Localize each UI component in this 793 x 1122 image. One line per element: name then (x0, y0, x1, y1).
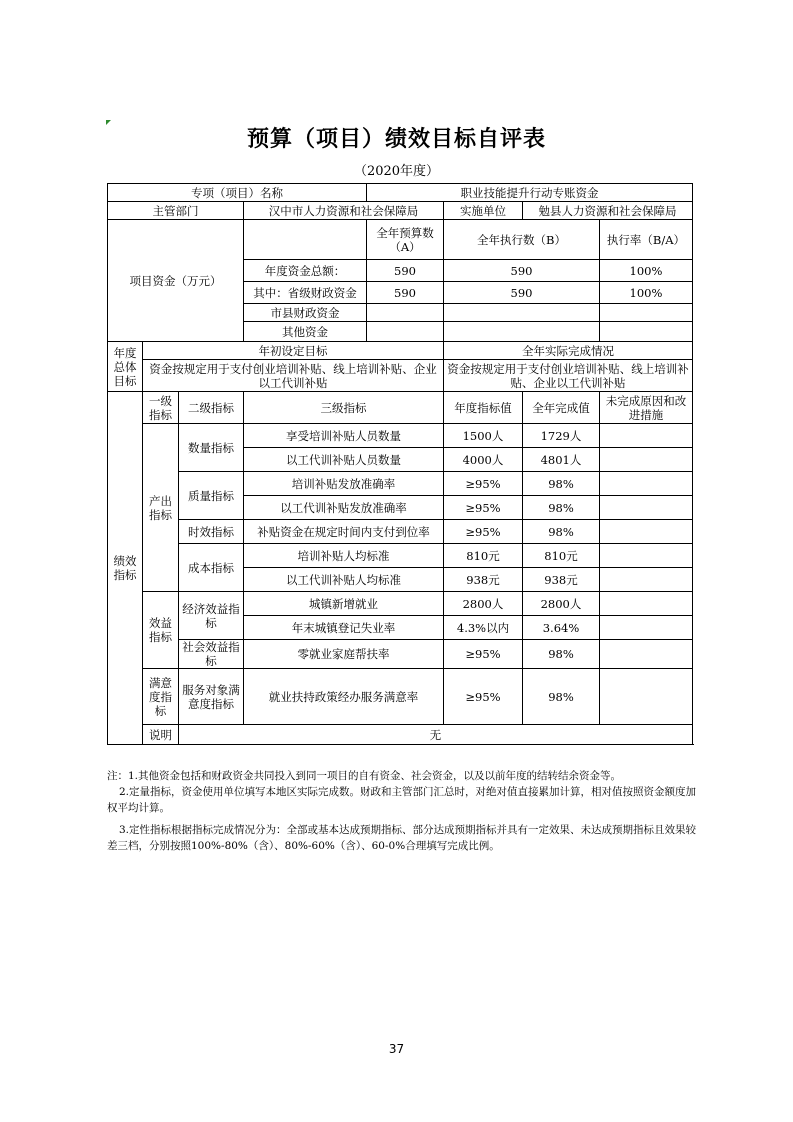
remarks-value: 无 (179, 725, 693, 745)
indicator-target: 2800人 (444, 592, 523, 616)
indicator-target: 938元 (444, 568, 523, 592)
indicator-target: ≥95% (444, 496, 523, 520)
indicator-reason (600, 472, 693, 496)
initial-goal-text: 资金按规定用于支付创业培训补贴、线上培训补贴、企业以工代训补贴 (143, 360, 444, 392)
indicator-done: 98% (523, 669, 600, 725)
quality-indicator-label: 质量指标 (179, 472, 244, 520)
fund-row-budget (367, 304, 444, 322)
indicator-target: ≥95% (444, 669, 523, 725)
indicator-name: 就业扶持政策经办服务满意率 (244, 669, 444, 725)
col-target: 年度指标值 (444, 392, 523, 424)
fund-row-rate (600, 322, 693, 342)
fund-row-budget (367, 322, 444, 342)
indicator-name: 零就业家庭帮扶率 (244, 640, 444, 669)
indicator-done: 98% (523, 472, 600, 496)
funds-label: 项目资金（万元） (108, 220, 244, 342)
indicator-name: 以工代训补贴人员数量 (244, 448, 444, 472)
col-rate: 执行率（B/A） (600, 220, 693, 260)
indicator-reason (600, 640, 693, 669)
indicator-reason (600, 592, 693, 616)
indicator-name: 以工代训补贴人均标准 (244, 568, 444, 592)
unit-value: 勉县人力资源和社会保障局 (523, 202, 693, 220)
indicator-target: ≥95% (444, 472, 523, 496)
benefit-indicator-label: 效益指标 (143, 592, 179, 669)
dept-value: 汉中市人力资源和社会保障局 (244, 202, 444, 220)
indicator-done: 98% (523, 520, 600, 544)
fund-row-rate: 100% (600, 260, 693, 282)
indicator-done: 4801人 (523, 448, 600, 472)
col-level1: 一级指标 (143, 392, 179, 424)
indicator-reason (600, 424, 693, 448)
col-exec: 全年执行数（B） (444, 220, 600, 260)
indicator-target: 4.3%以内 (444, 616, 523, 640)
fund-row-exec: 590 (444, 260, 600, 282)
evaluation-table (107, 183, 693, 745)
indicator-reason (600, 669, 693, 725)
remarks-label: 说明 (143, 725, 179, 745)
fund-row-name: 市县财政资金 (244, 304, 367, 322)
service-indicator-label: 服务对象满意度指标 (179, 669, 244, 725)
footnote: 2.定量指标，资金使用单位填写本地区实际完成数。财政和主管部门汇总时，对绝对值直接累加计算，相对值按照资金额度加权平均计算。 (107, 786, 697, 814)
indicator-done: 98% (523, 496, 600, 520)
fund-row-rate (600, 304, 693, 322)
indicator-name: 年末城镇登记失业率 (244, 616, 444, 640)
indicator-done: 3.64% (523, 616, 600, 640)
indicator-done: 1729人 (523, 424, 600, 448)
indicator-target: ≥95% (444, 520, 523, 544)
footnotes (107, 768, 697, 854)
indicator-reason (600, 520, 693, 544)
col-reason: 未完成原因和改进措施 (600, 392, 693, 424)
col-done: 全年完成值 (523, 392, 600, 424)
indicator-name: 以工代训补贴发放准确率 (244, 496, 444, 520)
economic-indicator-label: 经济效益指标 (179, 592, 244, 640)
indicator-reason (600, 496, 693, 520)
indicator-done: 2800人 (523, 592, 600, 616)
indicator-reason (600, 448, 693, 472)
col-level2: 二级指标 (179, 392, 244, 424)
project-name-label: 专项（项目）名称 (108, 184, 367, 202)
indicator-name: 培训补贴人均标准 (244, 544, 444, 568)
goals-label: 年度总体目标 (108, 342, 143, 392)
col-budget: 全年预算数（A） (367, 220, 444, 260)
fund-row-budget: 590 (367, 282, 444, 304)
output-indicator-label: 产出指标 (143, 424, 179, 592)
initial-goal-label: 年初设定目标 (143, 342, 444, 360)
page-number: 37 (388, 1042, 405, 1056)
indicator-name: 补贴资金在规定时间内支付到位率 (244, 520, 444, 544)
social-indicator-label: 社会效益指标 (179, 640, 244, 669)
indicator-reason (600, 568, 693, 592)
satisfaction-indicator-label: 满意度指标 (143, 669, 179, 725)
indicator-target: 810元 (444, 544, 523, 568)
indicator-done: 810元 (523, 544, 600, 568)
col-level3: 三级指标 (244, 392, 444, 424)
footnote: 注：1.其他资金包括和财政资金共同投入到同一项目的自有资金、社会资金，以及以前年度的结转结余资金等。 (107, 770, 622, 782)
actual-goal-label: 全年实际完成情况 (444, 342, 693, 360)
indicator-reason (600, 616, 693, 640)
unit-label: 实施单位 (444, 202, 523, 220)
indicator-name: 享受培训补贴人员数量 (244, 424, 444, 448)
quantity-indicator-label: 数量指标 (179, 424, 244, 472)
actual-goal-text: 资金按规定用于支付创业培训补贴、线上培训补贴、企业以工代训补贴 (444, 360, 693, 392)
page-title: 预算（项目）绩效目标自评表 (246, 126, 546, 152)
indicator-name: 城镇新增就业 (244, 592, 444, 616)
indicator-target: 4000人 (444, 448, 523, 472)
timeliness-indicator-label: 时效指标 (179, 520, 244, 544)
dept-label: 主管部门 (108, 202, 244, 220)
indicator-target: ≥95% (444, 640, 523, 669)
fund-row-budget: 590 (367, 260, 444, 282)
fund-row-rate: 100% (600, 282, 693, 304)
indicator-done: 938元 (523, 568, 600, 592)
cost-indicator-label: 成本指标 (179, 544, 244, 592)
indicator-reason (600, 544, 693, 568)
funds-header-blank (244, 220, 367, 260)
fund-row-exec (444, 322, 600, 342)
indicator-name: 培训补贴发放准确率 (244, 472, 444, 496)
fund-row-name: 其他资金 (244, 322, 367, 342)
fund-row-name: 其中：省级财政资金 (244, 282, 367, 304)
fund-row-exec (444, 304, 600, 322)
indicator-done: 98% (523, 640, 600, 669)
indicators-label: 绩效指标 (108, 392, 143, 745)
indicator-target: 1500人 (444, 424, 523, 448)
fund-row-exec: 590 (444, 282, 600, 304)
page-subtitle: （2020年度） (353, 164, 440, 179)
footnote: 3.定性指标根据指标完成情况分为：全部或基本达成预期指标、部分达成预期指标并具有一定效果、未达成预期指标且效果较差三档，分别按照100%-80%（含）、80%-60%（含）、60-0%合理填写完成比例。 (107, 824, 697, 852)
project-name-value: 职业技能提升行动专账资金 (367, 184, 693, 202)
fund-row-name: 年度资金总额： (244, 260, 367, 282)
